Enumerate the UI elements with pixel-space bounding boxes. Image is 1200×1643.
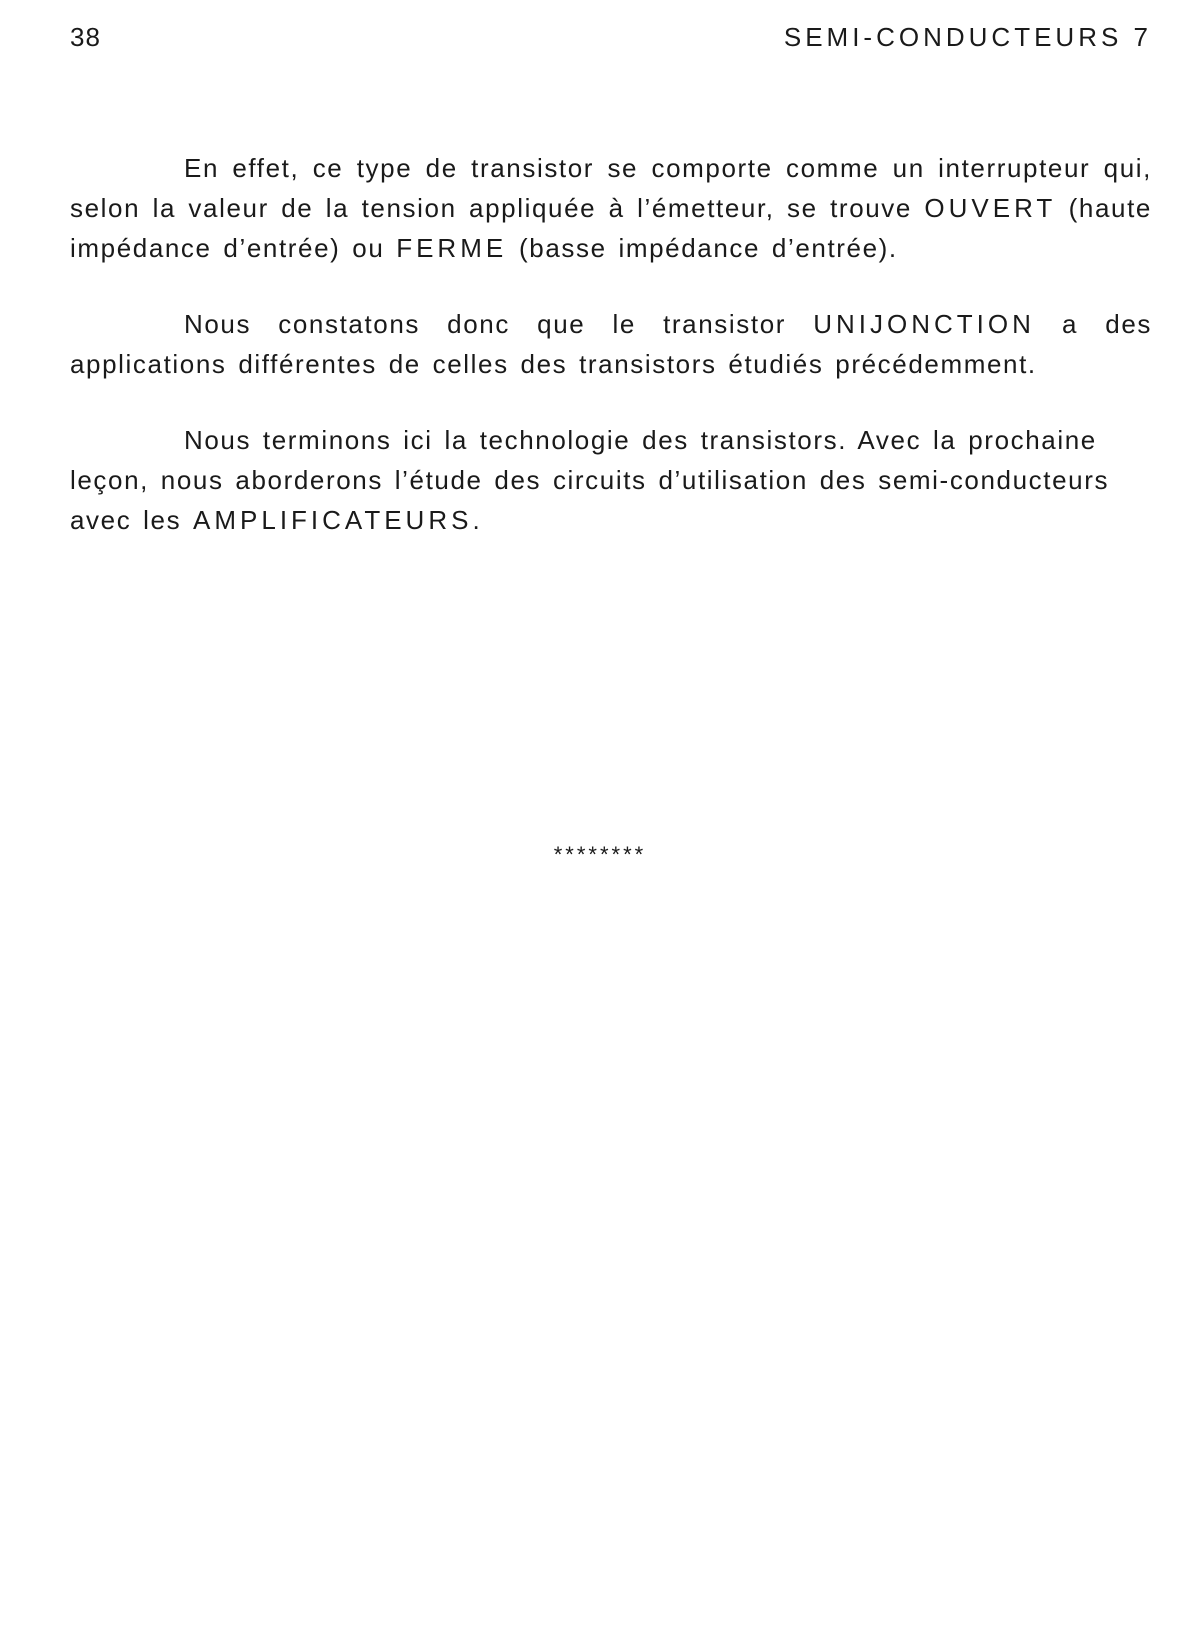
- paragraph-conclusion: [70, 420, 1152, 540]
- term-unijonction: UNIJONCTION: [813, 309, 1035, 339]
- paragraph-interrupteur: [70, 148, 1152, 268]
- term-ouvert: OUVERT: [924, 193, 1057, 223]
- end-of-section-mark: ********: [553, 842, 647, 867]
- term-amplificateurs: AMPLIFICATEURS: [193, 505, 473, 535]
- page-number: 38: [70, 22, 101, 52]
- text-run: (haute impédance d’entrée) ou: [70, 193, 1152, 263]
- running-title: SEMI-CONDUCTEURS 7: [783, 22, 1152, 52]
- page-header: [70, 22, 1152, 62]
- text-run: En effet, ce type de transistor se comporte comme un interrupteur qui, selon la valeur de la tension appliquée à l’émetteur, se trouve: [70, 153, 1152, 223]
- text-run: a des applications différentes de celles des transistors étudiés précédemment.: [70, 309, 1152, 379]
- term-ferme: FERME: [396, 233, 508, 263]
- text-run: Nous constatons donc que le transistor: [184, 309, 814, 339]
- paragraph-unijonction: [70, 304, 1152, 384]
- text-run: .: [472, 505, 482, 535]
- text-run: (basse impédance d’entrée).: [507, 233, 898, 263]
- body-text: [70, 148, 1152, 576]
- text-run: Nous terminons ici la technologie des transistors. Avec la prochaine leçon, nous aborderons l’étude des circuits d’utilisation des semi-conducteurs avec les: [70, 425, 1110, 535]
